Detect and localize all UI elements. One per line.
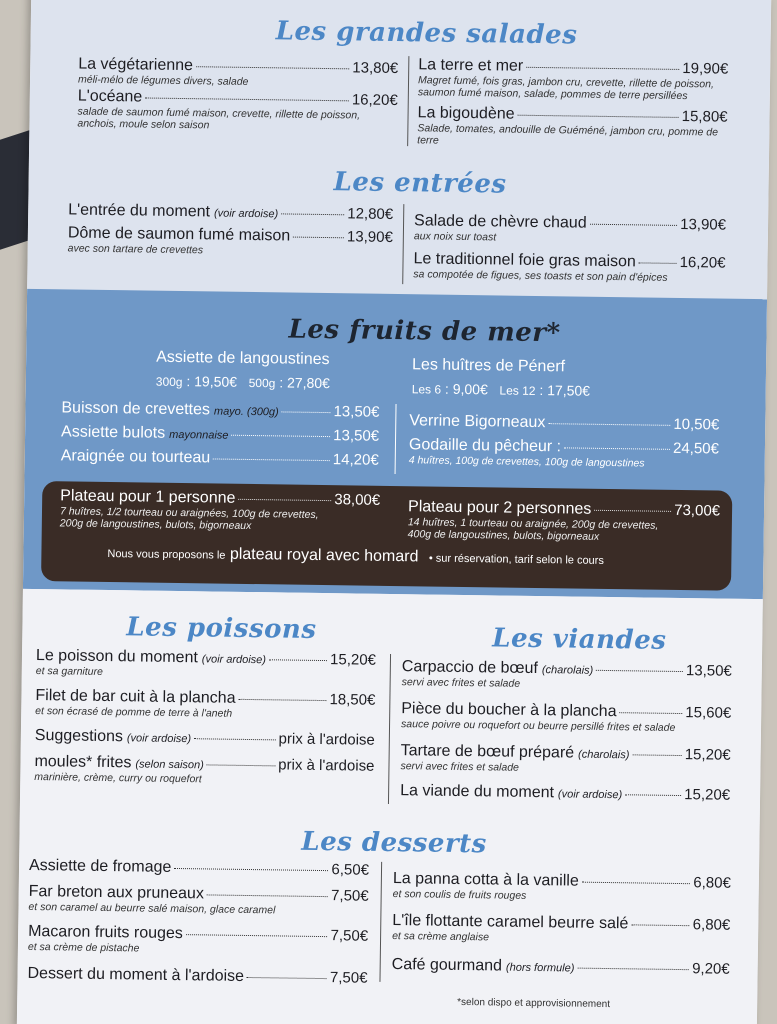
menu-item: L'océane 16,20€ salade de saumon fumé maison, crevette, rillette de poisson, anchois, moule selon saison [77,87,398,132]
section-title-salades: Les grandes salades [275,16,578,51]
footnote: *selon dispo et approvisionnement [457,996,611,1011]
menu-item: Dôme de saumon fumé maison 13,90€ avec son tartare de crevettes [67,224,393,257]
menu-item: moules* frites (selon saison) prix à l'ardoise marinière, crème, curry ou roquefort [34,753,375,786]
section-title-desserts: Les desserts [301,826,488,860]
menu-item: Buisson de crevettes mayo. (300g) 13,50€ [61,399,380,421]
menu-item: Plateau pour 1 personne 38,00€ 7 huîtres, 1/2 tourteau ou araignées, 100g de crevettes, 200g de langoustines, bulots, bigorneaux [59,487,381,533]
menu-item: Café gourmand (hors formule) 9,20€ [391,956,730,978]
section-title-poissons: Les poissons [126,612,317,645]
menu-item: Le poisson du moment (voir ardoise) 15,20€ et sa garniture [35,647,377,678]
menu-item: Carpaccio de bœuf (charolais) 13,50€ servi avec frites et salade [401,658,732,690]
section-title-entrees: Les entrées [333,167,507,200]
menu-item: Godaille du pêcheur : 24,50€ 4 huîtres, 100g de crevettes, 100g de langoustines [408,436,720,470]
menu-item: Assiette bulots mayonnaise 13,50€ [60,423,380,445]
menu-item: Pièce du boucher à la plancha 15,60€ sauce poivre ou roquefort ou beurre persillé frites et salade [400,700,732,734]
menu-item: Far breton aux pruneaux 7,50€ et son caramel au beurre salé maison, glace caramel [28,882,369,917]
menu-item: La panna cotta à la vanille 6,80€ et son coulis de fruits rouges [392,870,731,902]
menu-item: La terre et mer 19,90€ Magret fumé, fois gras, jambon cru, crevette, rillette de poisson, saumon fumé maison, salade, pommes de terre persillées [417,56,729,103]
menu-item: L'entrée du moment (voir ardoise) 12,80€ [68,201,394,223]
menu-item: Araignée ou tourteau 14,20€ [60,447,379,469]
menu-item: Le traditionnel foie gras maison 16,20€ sa compotée de figues, ses toasts et son pain d'épices [413,250,726,284]
menu-item: Salade de chèvre chaud 13,90€ aux noix sur toast [413,212,727,244]
menu-item: Tartare de bœuf préparé (charolais) 15,20€ servi avec frites et salade [400,742,731,774]
menu-item: La viande du moment (voir ardoise) 15,20€ [400,782,731,804]
menu-item: Suggestions (voir ardoise) prix à l'ardoise [34,727,375,749]
menu-item: Dessert du moment à l'ardoise 7,50€ [27,964,368,987]
section-title-fruits-de-mer: Les fruits de mer* [288,314,561,349]
royal-line: Nous vous proposons le plateau royal avec homard • sur réservation, tarif selon le cours [107,545,604,567]
menu-item: Plateau pour 2 personnes 73,00€ 14 huîtres, 1 tourteau ou araignée, 200g de crevettes, 400g de langoustines, bulots, bigorneaux [407,498,721,543]
menu-item: Les huîtres de Pénerf Les 6 : 9,00€ Les 12 : 17,50€ [411,356,591,399]
menu-item: Macaron fruits rouges 7,50€ et sa crème de pistache [27,922,369,955]
menu-page [17,0,771,1024]
menu-item: L'île flottante caramel beurre salé 6,80€ et sa crème anglaise [392,912,731,944]
menu-item: Verrine Bigorneaux 10,50€ [409,412,720,434]
menu-item: La végétarienne 13,80€ méli-mélo de légumes divers, salade [77,55,399,88]
menu-item: Filet de bar cuit à la plancha 18,50€ et son écrasé de pomme de terre à l'aneth [35,687,376,720]
menu-item: Assiette de langoustines 300g : 19,50€ 500g : 27,80€ [155,348,331,392]
section-title-viandes: Les viandes [492,623,667,656]
menu-item: Assiette de fromage 6,50€ [28,856,370,879]
plateaux-box [41,481,732,591]
menu-item: La bigoudène 15,80€ Salade, tomates, andouille de Guéméné, jambon cru, pomme de terre [417,104,728,147]
